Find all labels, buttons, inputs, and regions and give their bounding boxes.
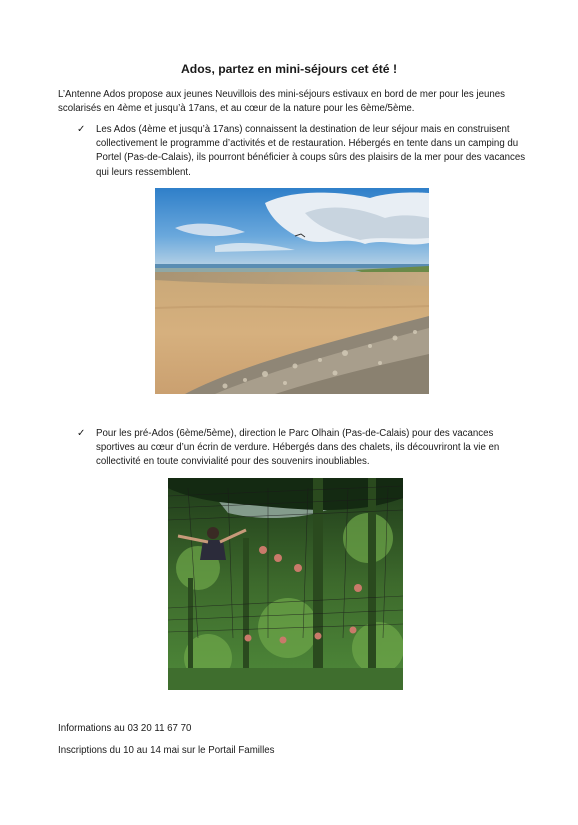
bullet-item-ados (77, 123, 537, 183)
beach-image (155, 188, 429, 394)
intro-paragraph: L’Antenne Ados propose aux jeunes Neuvillois des mini-séjours estivaux en bord de mer pour les jeunes scolarisés en 4ème et jusqu’à 17ans, et au cœur de la nature pour les 6ème/5ème. (58, 89, 505, 114)
bullet-item-pre-ados (77, 427, 537, 472)
forest-image (168, 478, 403, 690)
bullet-text: Les Ados (4ème et jusqu’à 17ans) connaissent la destination de leur séjour mais en construisent collectivement le programme d’activités et de restauration. Hébergés en tente dans un camping du Portel (Pas-de-Calais), ils pourront bénéficier à coups sûrs des plaisirs de la mer pour des vacances qui leurs ressemblent. (96, 124, 526, 178)
forest-nets-photo (168, 478, 403, 690)
checkmark-icon: ✓ (77, 124, 86, 135)
checkmark-icon: ✓ (77, 428, 86, 439)
page-title: Ados, partez en mini-séjours cet été ! (180, 62, 398, 76)
beach-photo (155, 188, 429, 394)
bullet-text: Pour les pré-Ados (6ème/5ème), direction le Parc Olhain (Pas-de-Calais) pour des vacances sportives au cœur d’un écrin de verdure. Hébergés dans des chalets, ils découvriront la vie en collectivité en toute convivialité pour des souvenirs inoubliables. (96, 428, 500, 468)
registration-info: Inscriptions du 10 au 14 mai sur le Portail Familles (58, 745, 275, 756)
contact-info: Informations au 03 20 11 67 70 (58, 723, 192, 734)
